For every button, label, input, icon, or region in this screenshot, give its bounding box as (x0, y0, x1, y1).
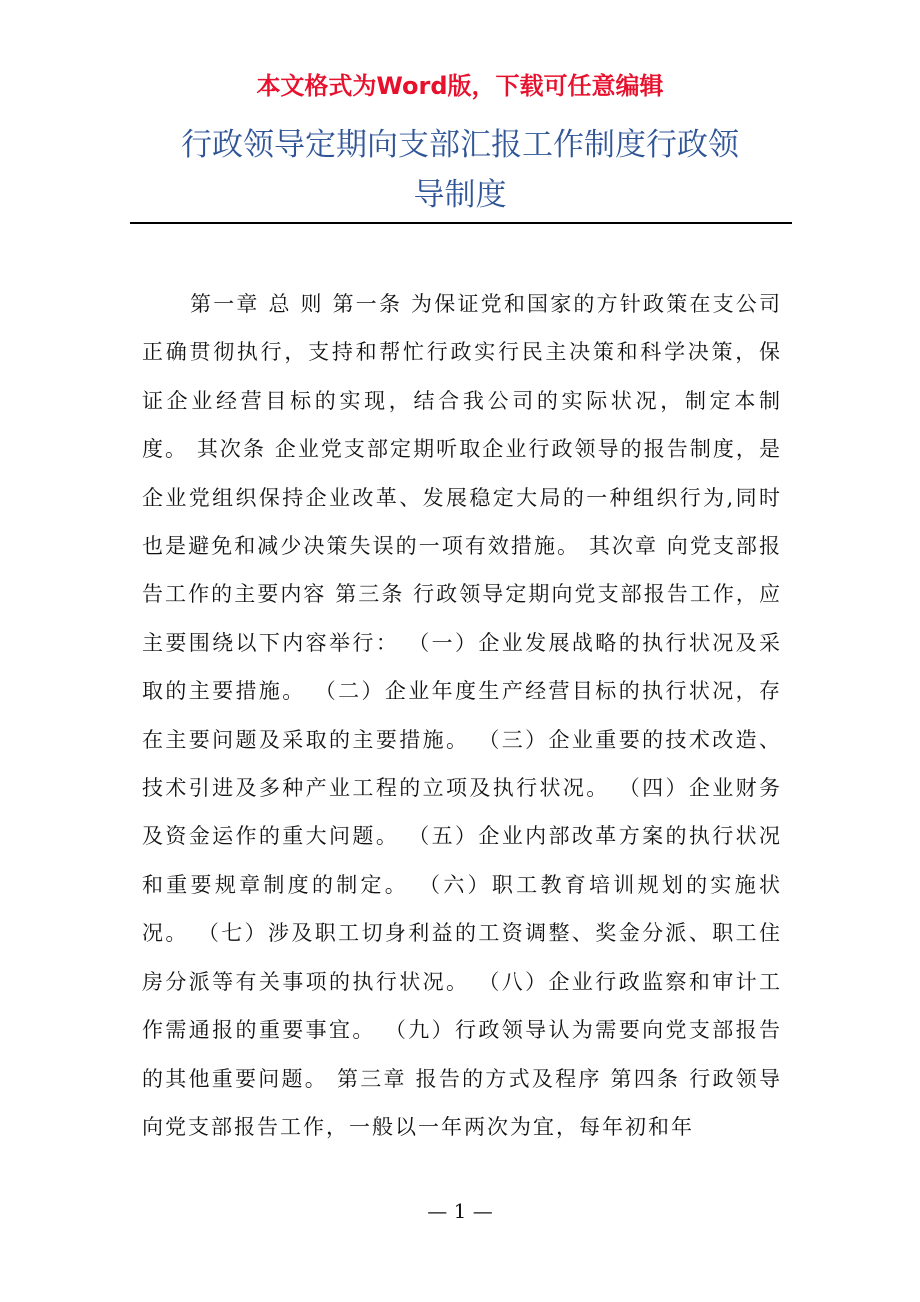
page-number: — 1 — (427, 1199, 493, 1223)
document-title (100, 120, 820, 220)
format-notice-banner: 本文格式为Word版，下载可任意编辑 (256, 72, 664, 100)
title-divider (130, 222, 792, 224)
document-title-line-1: 行政领导定期向支部汇报工作制度行政领 (181, 127, 739, 163)
document-title-line-2: 导制度 (413, 177, 507, 213)
body-paragraph: 第一章 总 则 第一条 为保证党和国家的方针政策在支公司正确贯彻执行，支持和帮忙行政实行民主决策和科学决策，保证企业经营目标的实现，结合我公司的实际状况，制定本制度。 其次条 企业党支部定期听取企业行政领导的报告制度，是企业党组织保持企业改革、发展稳定大局的一种组织行为,同时也是避免和减少决策失误的一项有效措施。 其次章 向党支部报告工作的主要内容 第三条 行政领导定期向党支部报告工作，应主要围绕以下内容举行： （一）企业发展战略的执行状况及采取的主要措施。 （二）企业年度生产经营目标的执行状况，存在主要问题及采取的主要措施。 （三）企业重要的技术改造、技术引进及多种产业工程的立项及执行状况。 （四）企业财务及资金运作的重大问题。 （五）企业内部改革方案的执行状况和重要规章制度的制定。 （六）职工教育培训规划的实施状况。 （七）涉及职工切身利益的工资调整、奖金分派、职工住房分派等有关事项的执行状况。 （八）企业行政监察和审计工作需通报的重要事宜。 （九）行政领导认为需要向党支部报告的其他重要问题。 第三章 报告的方式及程序 第四条 行政领导向党支部报告工作，一般以一年两次为宜，每年初和年 (142, 292, 782, 1139)
